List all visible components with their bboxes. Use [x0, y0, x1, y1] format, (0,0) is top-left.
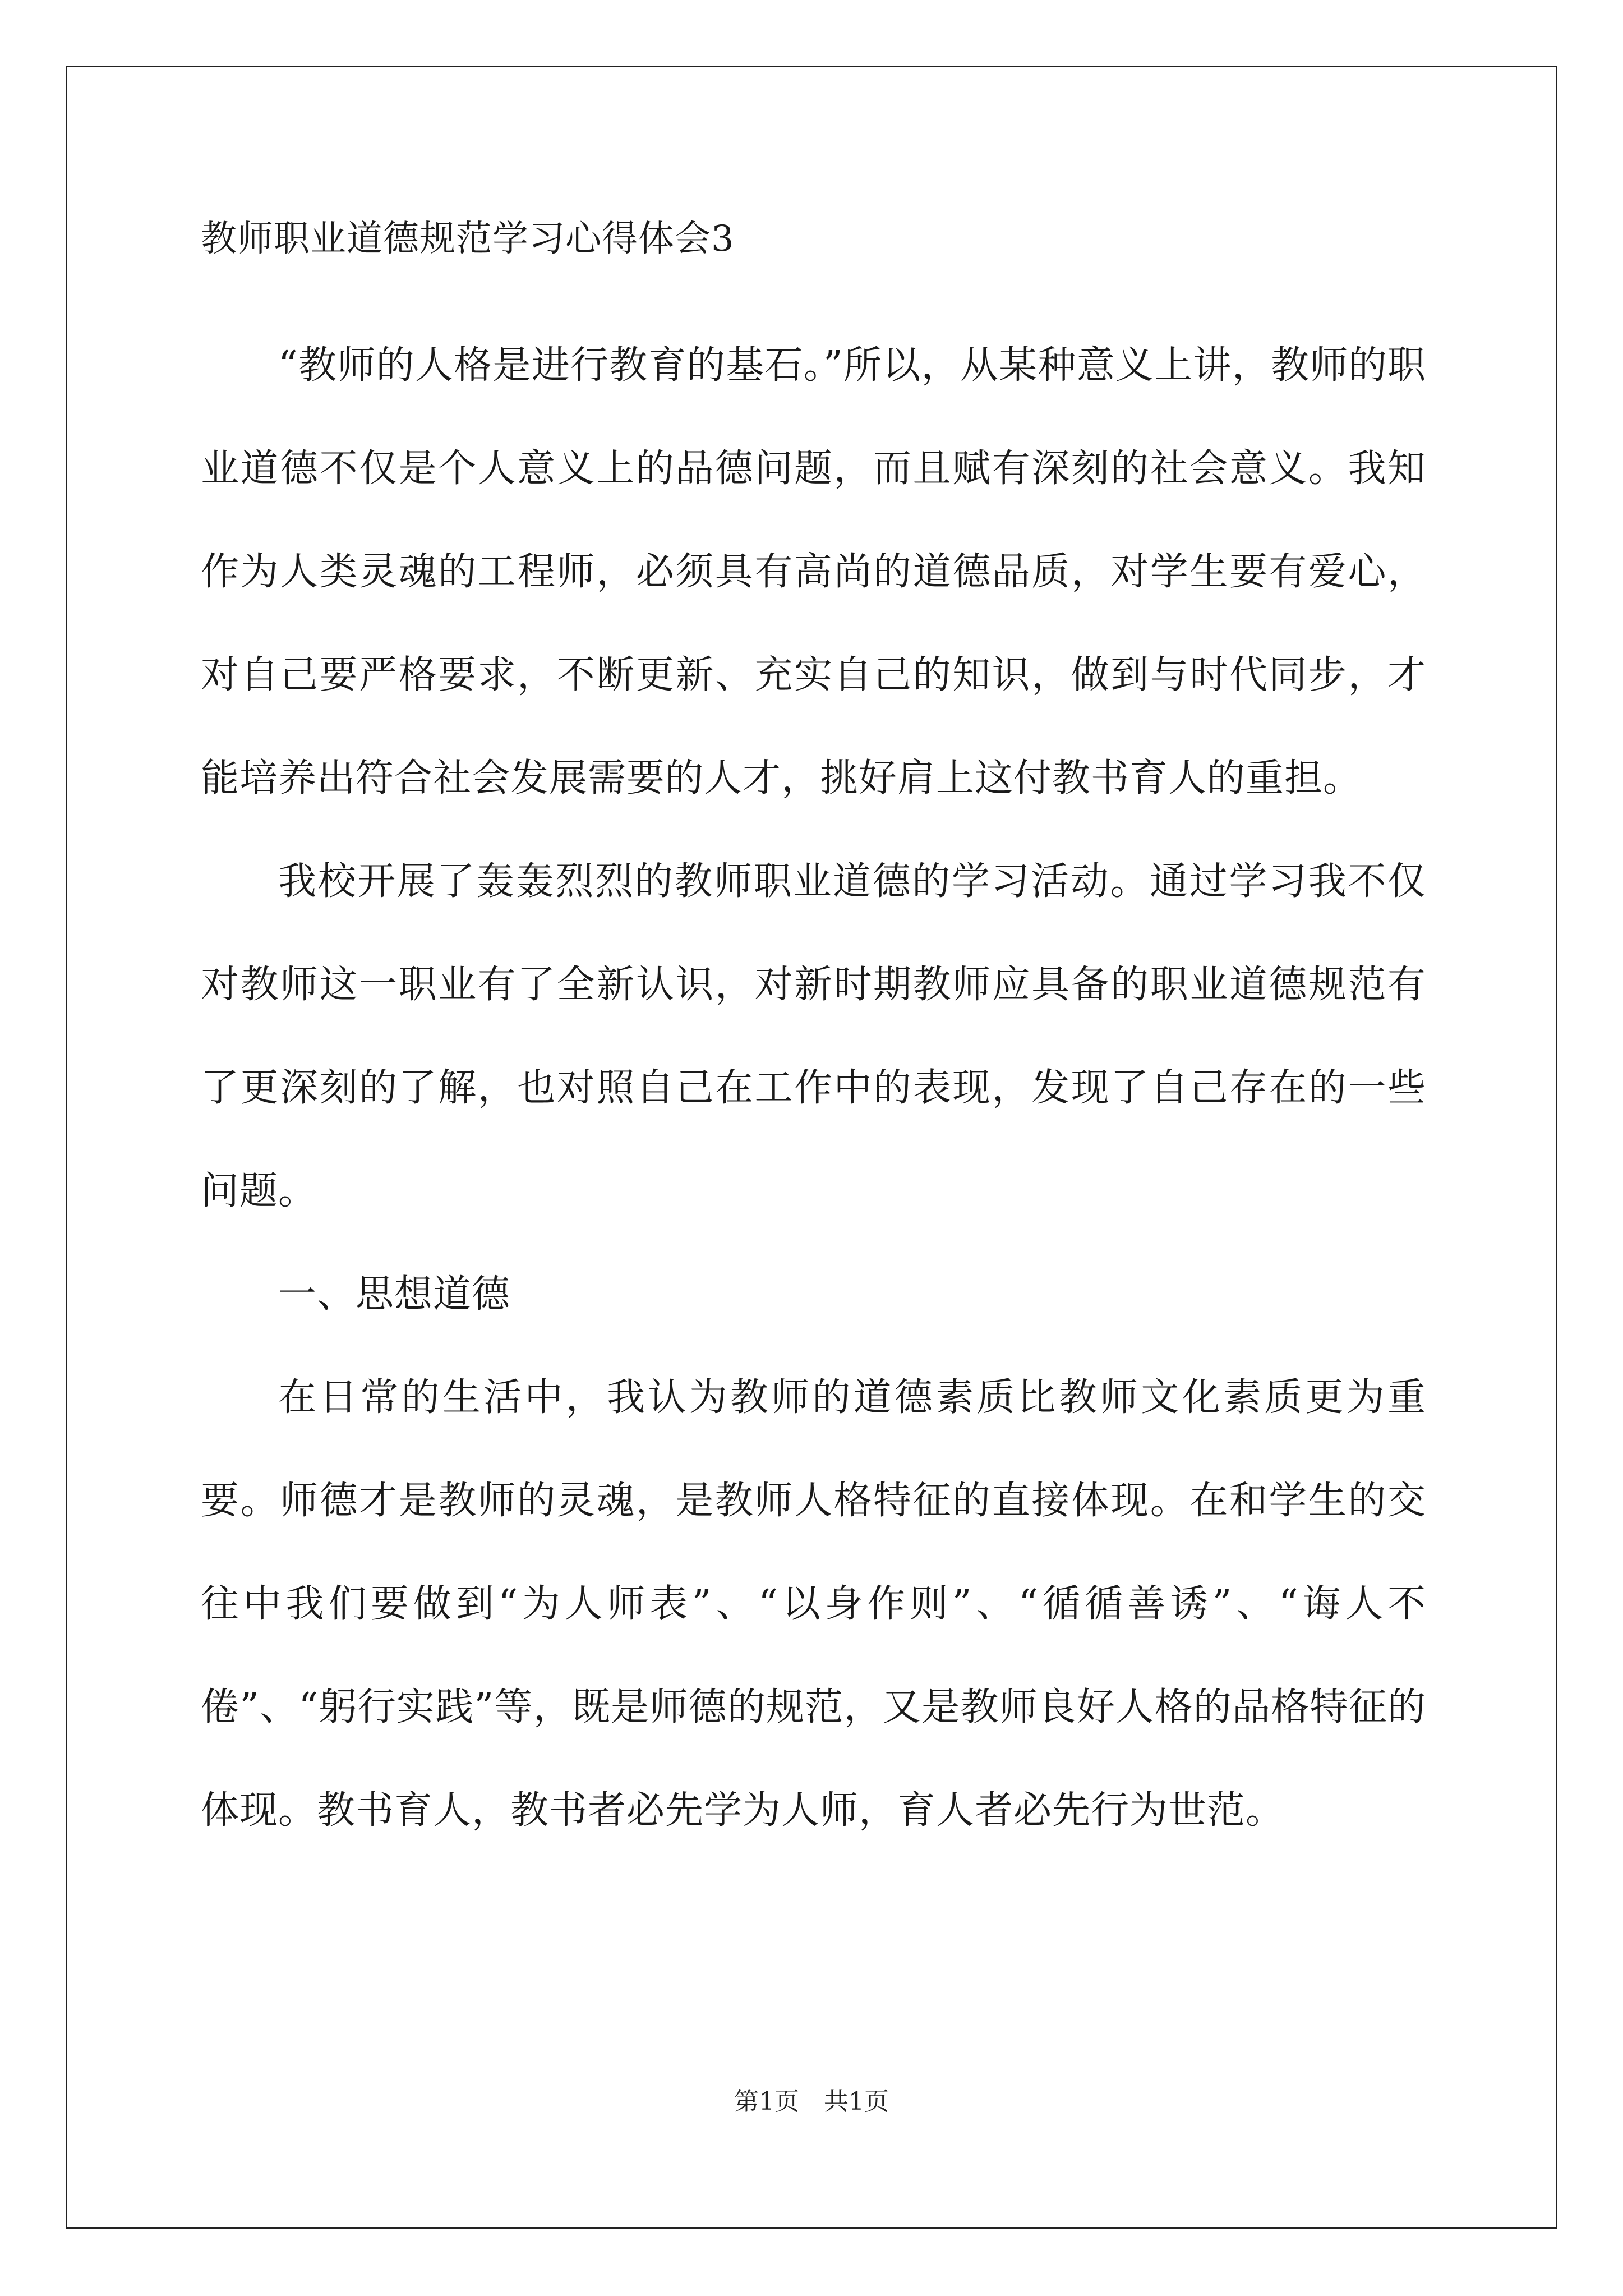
document-body — [201, 213, 1426, 1862]
document-title: 教师职业道德规范学习心得体会3 — [201, 218, 735, 260]
page-number-current: 第1页 — [734, 2087, 799, 2116]
paragraph-intro: “教师的人格是进行教育的基石。”所以，从某种意义上讲，教师的职业道德不仅是个人意义上的品德问题，而且赋有深刻的社会意义。我知作为人类灵魂的工程师，必须具有高尚的道德品质，对学生要有爱心，对自己要严格要求，不断更新、充实自己的知识，做到与时代同步，才能培养出符合社会发展需要的人才，挑好肩上这付教书育人的重担。 — [201, 343, 1426, 800]
page-number-total: 共1页 — [824, 2087, 889, 2116]
page-footer — [0, 2085, 1623, 2119]
paragraph-ideology-morality: 在日常的生活中，我认为教师的道德素质比教师文化素质更为重要。师德才是教师的灵魂，是教师人格特征的直接体现。在和学生的交往中我们要做到“为人师表”、“以身作则”、“循循善诱”、“诲人不倦”、“躬行实践”等，既是师德的规范，又是教师良好人格的品格特征的体现。教书育人，教书者必先学为人师，育人者必先行为世范。 — [201, 1375, 1426, 1833]
paragraph-study-activity: 我校开展了轰轰烈烈的教师职业道德的学习活动。通过学习我不仅对教师这一职业有了全新认识，对新时期教师应具备的职业道德规范有了更深刻的了解，也对照自己在工作中的表现，发现了自己存在的一些问题。 — [201, 859, 1426, 1213]
section-heading: 一、思想道德 — [278, 1272, 511, 1317]
